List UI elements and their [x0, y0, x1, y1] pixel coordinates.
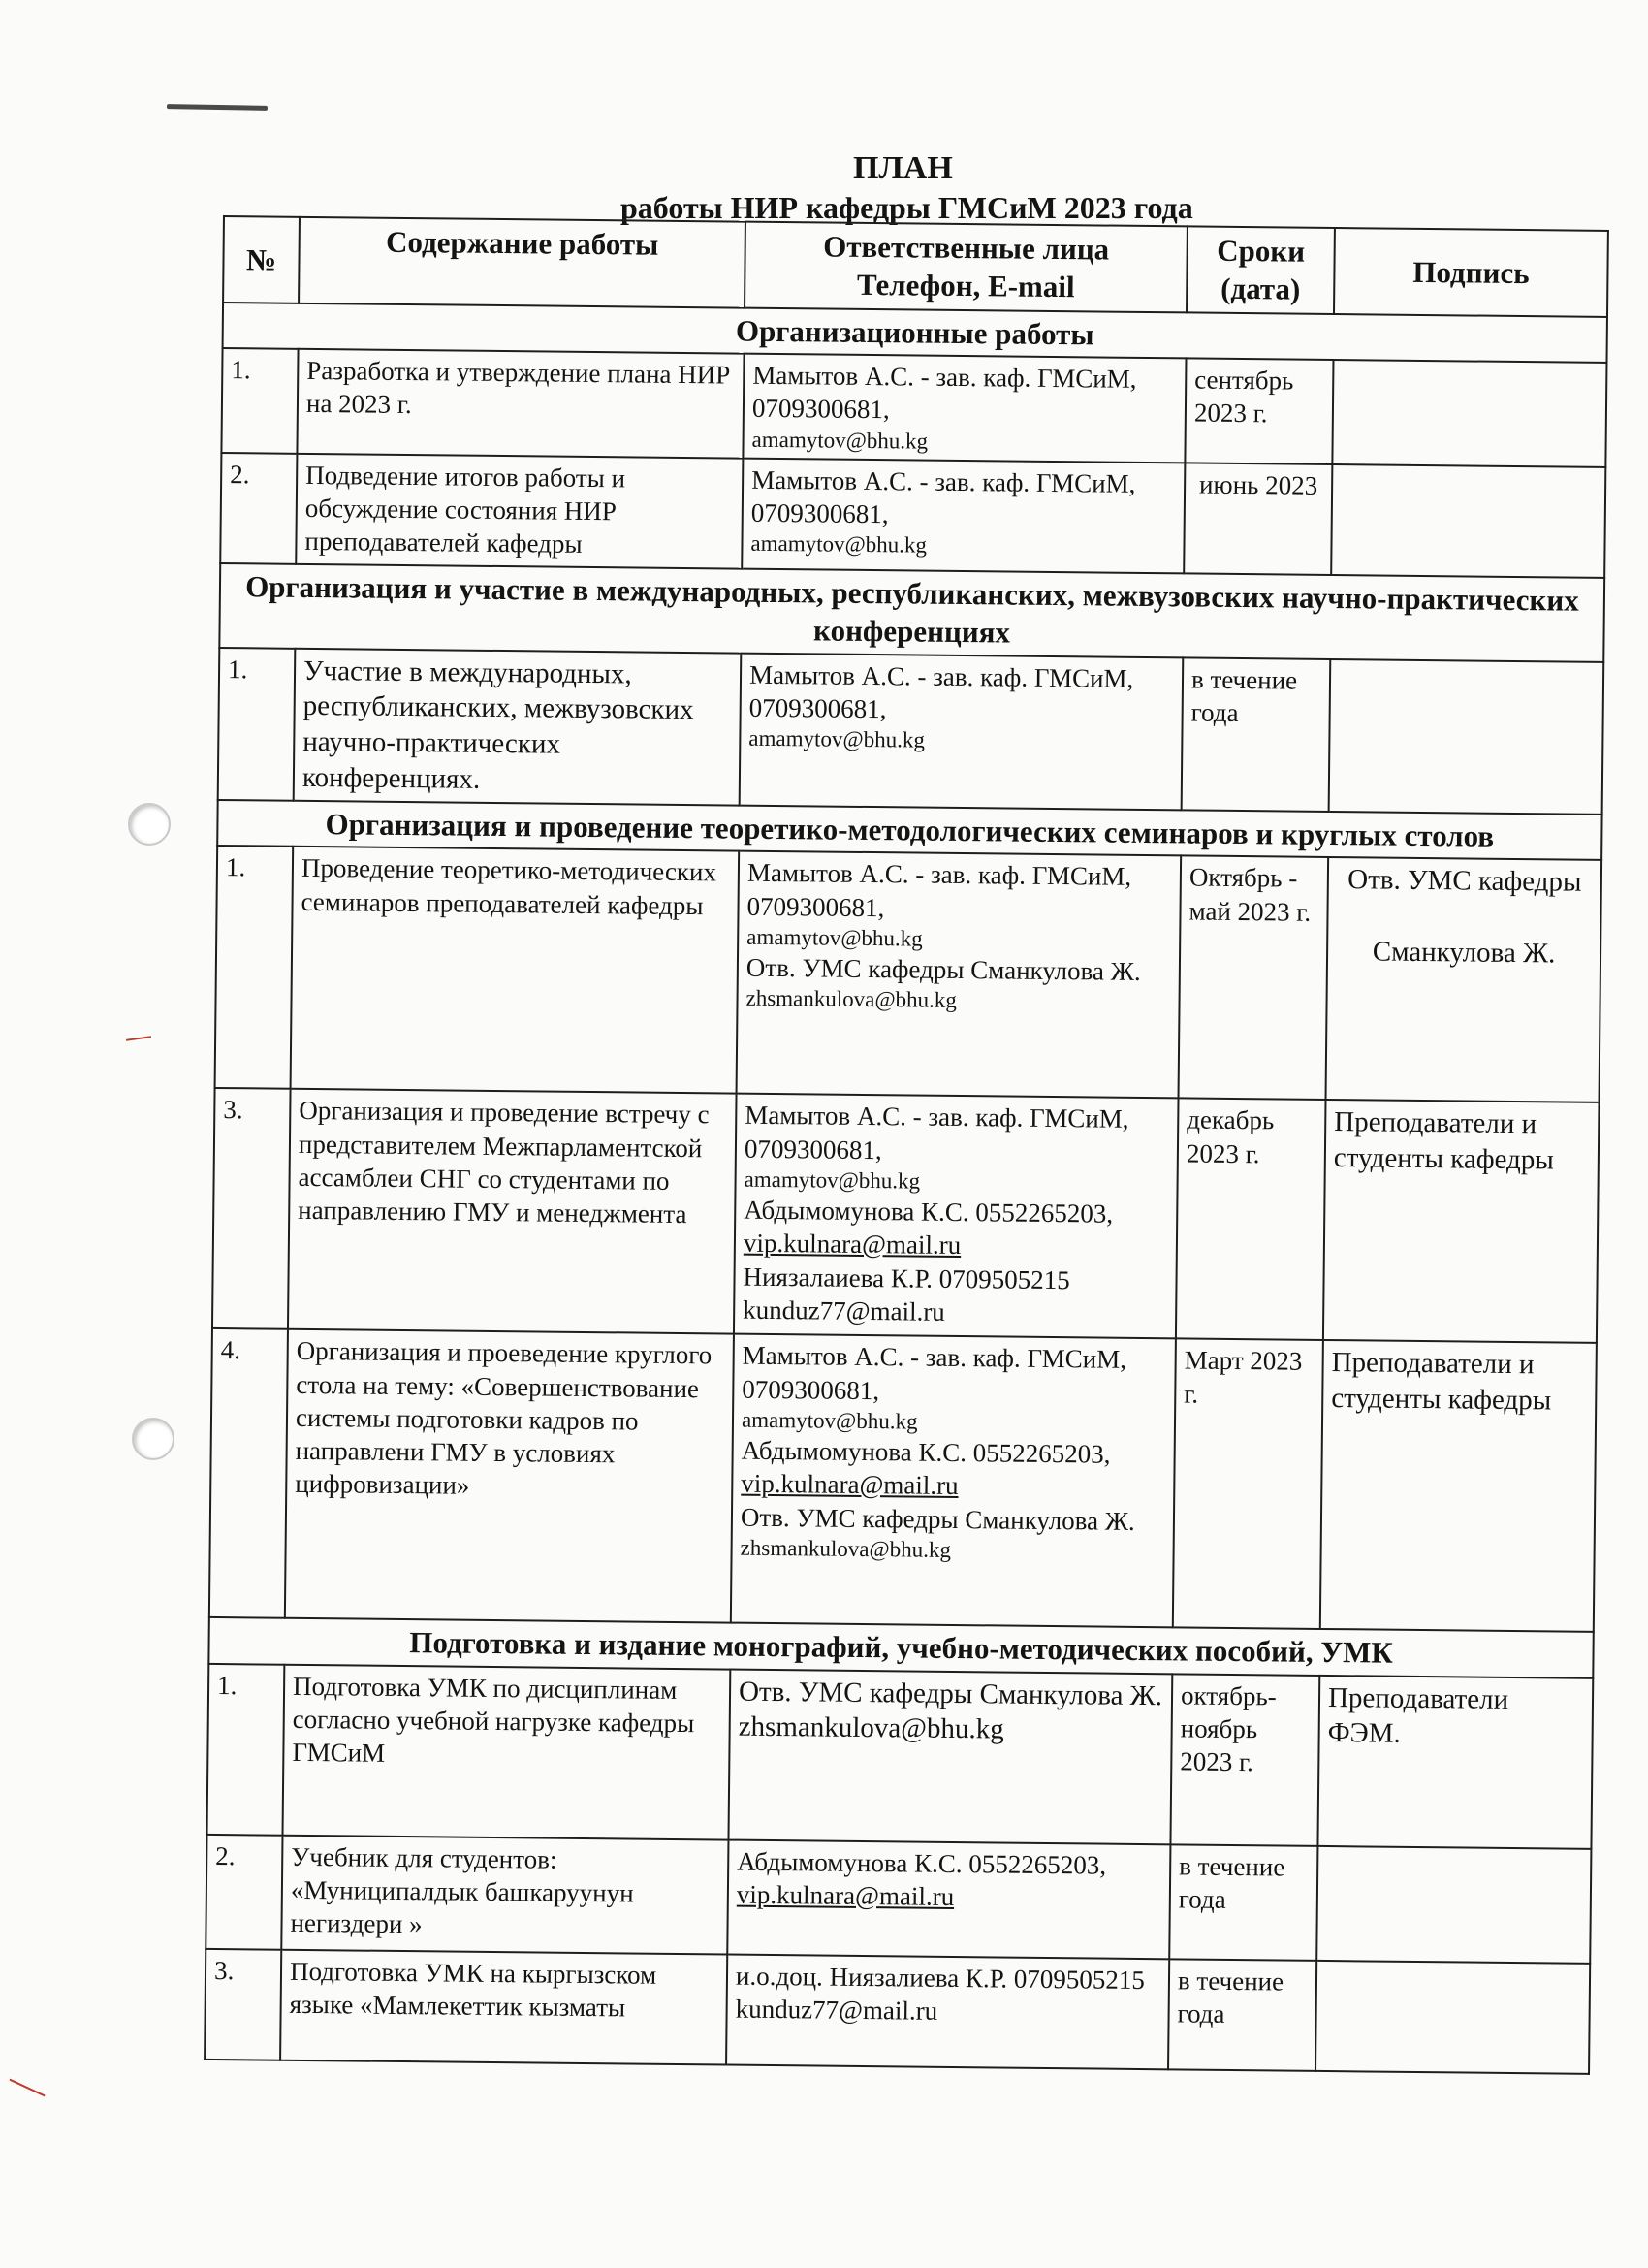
email-text: amamytov@bhu.kg	[751, 427, 929, 454]
row-content: Подготовка УМК на кыргызском языке «Мамлекеттик кызматы	[280, 1949, 727, 2064]
row-number: 1.	[215, 846, 294, 1089]
row-responsible: Мамытов А.С. - зав. каф. ГМСиМ, 0709300681, amamytov@bhu.kg	[740, 653, 1184, 810]
row-content: Участие в международных, республиканских, межвузовских научно-практических конференциях.	[294, 648, 742, 805]
email-text: zhsmankulova@bhu.kg	[738, 1711, 1004, 1745]
row-responsible: Абдымомунова К.С. 0552265203, vip.kulnara@mail.ru	[727, 1839, 1170, 1959]
row-responsible: Мамытов А.С. - зав. каф. ГМСиМ, 0709300681, amamytov@bhu.kg Отв. УМС кафедры Сманкулова Ж. zhsmankulova@bhu.kg	[737, 851, 1182, 1099]
email-text: kunduz77@mail.ru	[735, 1994, 938, 2026]
section-title: Подготовка и издание монографий, учебно-методических пособий, УМК	[208, 1617, 1593, 1677]
row-content: Проведение теоретико-методических семинаров преподавателей кафедры	[291, 847, 740, 1094]
row-responsible: Мамытов А.С. - зав. каф. ГМСиМ, 0709300681, amamytov@bhu.kg	[742, 458, 1185, 573]
row-date: сентябрь 2023 г.	[1185, 358, 1333, 463]
table-row	[206, 1835, 1591, 1964]
row-content: Подготовка УМК по дисциплинам согласно учебной нагрузке кафедры ГМСиМ	[283, 1664, 731, 1839]
table-row	[215, 846, 1602, 1102]
row-signature	[1315, 1961, 1590, 2074]
row-content: Организация и проеведение круглого стола на тему: «Совершенствование системы подготовки кадров по направлени ГМУ в условиях цифровизации»	[285, 1329, 734, 1623]
punch-hole	[132, 1418, 174, 1460]
email-text: amamytov@bhu.kg	[744, 1166, 921, 1194]
plan-table	[204, 215, 1609, 2074]
row-number: 2.	[220, 453, 297, 564]
email-link[interactable]: vip.kulnara@mail.ru	[736, 1879, 955, 1911]
row-signature: Преподаватели и студенты кафедры	[1323, 1100, 1600, 1343]
table-row	[207, 1664, 1594, 1849]
email-text: amamytov@bhu.kg	[746, 924, 923, 951]
table-row	[209, 1328, 1597, 1632]
email-text: amamytov@bhu.kg	[748, 725, 926, 752]
table-row	[205, 1949, 1590, 2074]
row-content: Разработка и утверждение плана НИР на 2023 г.	[297, 349, 744, 459]
row-responsible: Мамытов А.С. - зав. каф. ГМСиМ, 0709300681, amamytov@bhu.kg Абдымомунова К.С. 0552265203, vip.kulnara@mail.ru Отв. УМС кафедры Сманкулова Ж. zhsmankulova@bhu.kg	[731, 1334, 1176, 1628]
red-pen-mark	[9, 2079, 45, 2097]
column-header-date: Сроки (дата)	[1187, 226, 1335, 313]
row-number: 3.	[212, 1088, 291, 1329]
email-text: zhsmankulova@bhu.kg	[740, 1535, 952, 1562]
row-signature	[1332, 360, 1606, 467]
row-date: в течение года	[1169, 1844, 1317, 1961]
row-number: 2.	[206, 1835, 282, 1950]
row-date: Октябрь - май 2023 г.	[1179, 856, 1329, 1101]
section-title: Организация и участие в международных, республиканских, межвузовских научно-практических конференциях	[219, 563, 1604, 662]
pen-mark	[167, 104, 268, 111]
row-date: в течение года	[1168, 1959, 1316, 2071]
row-signature	[1329, 659, 1604, 815]
red-pen-mark	[126, 1036, 151, 1041]
table-row	[220, 453, 1605, 578]
row-date: декабрь 2023 г.	[1176, 1099, 1326, 1341]
email-link[interactable]: vip.kulnara@mail.ru	[741, 1468, 959, 1501]
row-content: Подведение итогов работы и обсуждение состояния НИР преподавателей кафедры	[296, 454, 743, 569]
page-subtitle: работы НИР кафедры ГМСиМ 2023 года	[620, 190, 1193, 225]
email-link[interactable]: vip.kulnara@mail.ru	[743, 1228, 962, 1261]
email-text: amamytov@bhu.kg	[741, 1407, 918, 1434]
column-header-content: Содержание работы	[299, 217, 745, 308]
section-row	[219, 563, 1604, 662]
row-date: октябрь-ноябрь 2023 г.	[1170, 1674, 1319, 1846]
row-responsible: и.о.доц. Ниязалиева К.Р. 0709505215 kunduz77@mail.ru	[726, 1954, 1169, 2069]
column-header-number: №	[223, 216, 300, 303]
row-signature	[1331, 464, 1605, 578]
row-signature: Преподаватели ФЭМ.	[1317, 1676, 1593, 1849]
table-row	[218, 648, 1604, 815]
page-title: ПЛАН	[853, 150, 953, 186]
row-content: Организация и проведение встречу с представителем Межпарламентской ассамблеи СНГ со студентами по направлению ГМУ и менеджмента	[288, 1089, 737, 1334]
table-header-row	[223, 216, 1608, 317]
email-text: zhsmankulova@bhu.kg	[745, 985, 957, 1013]
row-number: 1.	[221, 348, 298, 454]
row-signature: Отв. УМС кафедры Сманкулова Ж.	[1326, 857, 1602, 1102]
row-responsible: Мамытов А.С. - зав. каф. ГМСиМ, 0709300681, amamytov@bhu.kg	[743, 354, 1186, 463]
row-responsible: Мамытов А.С. - зав. каф. ГМСиМ, 0709300681, amamytov@bhu.kg Абдымомунова К.С. 0552265203, vip.kulnara@mail.ru Ниязалаиева К.Р. 0709505215 kunduz77@mail.ru	[734, 1094, 1179, 1339]
row-signature	[1316, 1846, 1591, 1964]
section-title: Организационные работы	[223, 303, 1607, 363]
row-date: июнь 2023	[1184, 463, 1332, 575]
punch-hole	[128, 803, 171, 846]
row-responsible: Отв. УМС кафедры Сманкулова Ж. zhsmankulova@bhu.kg	[728, 1669, 1172, 1844]
row-number: 4.	[209, 1328, 288, 1618]
row-number: 1.	[207, 1664, 285, 1836]
row-signature: Преподаватели и студенты кафедры	[1320, 1340, 1597, 1632]
column-header-responsible: Ответственные лица Телефон, E-mail	[745, 222, 1188, 312]
section-title: Организация и проведение теоретико-методологических семинаров и круглых столов	[217, 800, 1601, 860]
row-date: в течение года	[1182, 657, 1331, 812]
row-date: Март 2023 г.	[1173, 1339, 1323, 1630]
table-row	[221, 348, 1606, 467]
column-header-signature: Подпись	[1334, 228, 1608, 317]
row-number: 3.	[205, 1949, 281, 2060]
row-content: Учебник для студентов: «Муниципалдык башкаруунун негиздери »	[281, 1835, 728, 1954]
email-text: amamytov@bhu.kg	[750, 531, 928, 559]
row-number: 1.	[218, 648, 296, 801]
table-row	[212, 1088, 1600, 1343]
